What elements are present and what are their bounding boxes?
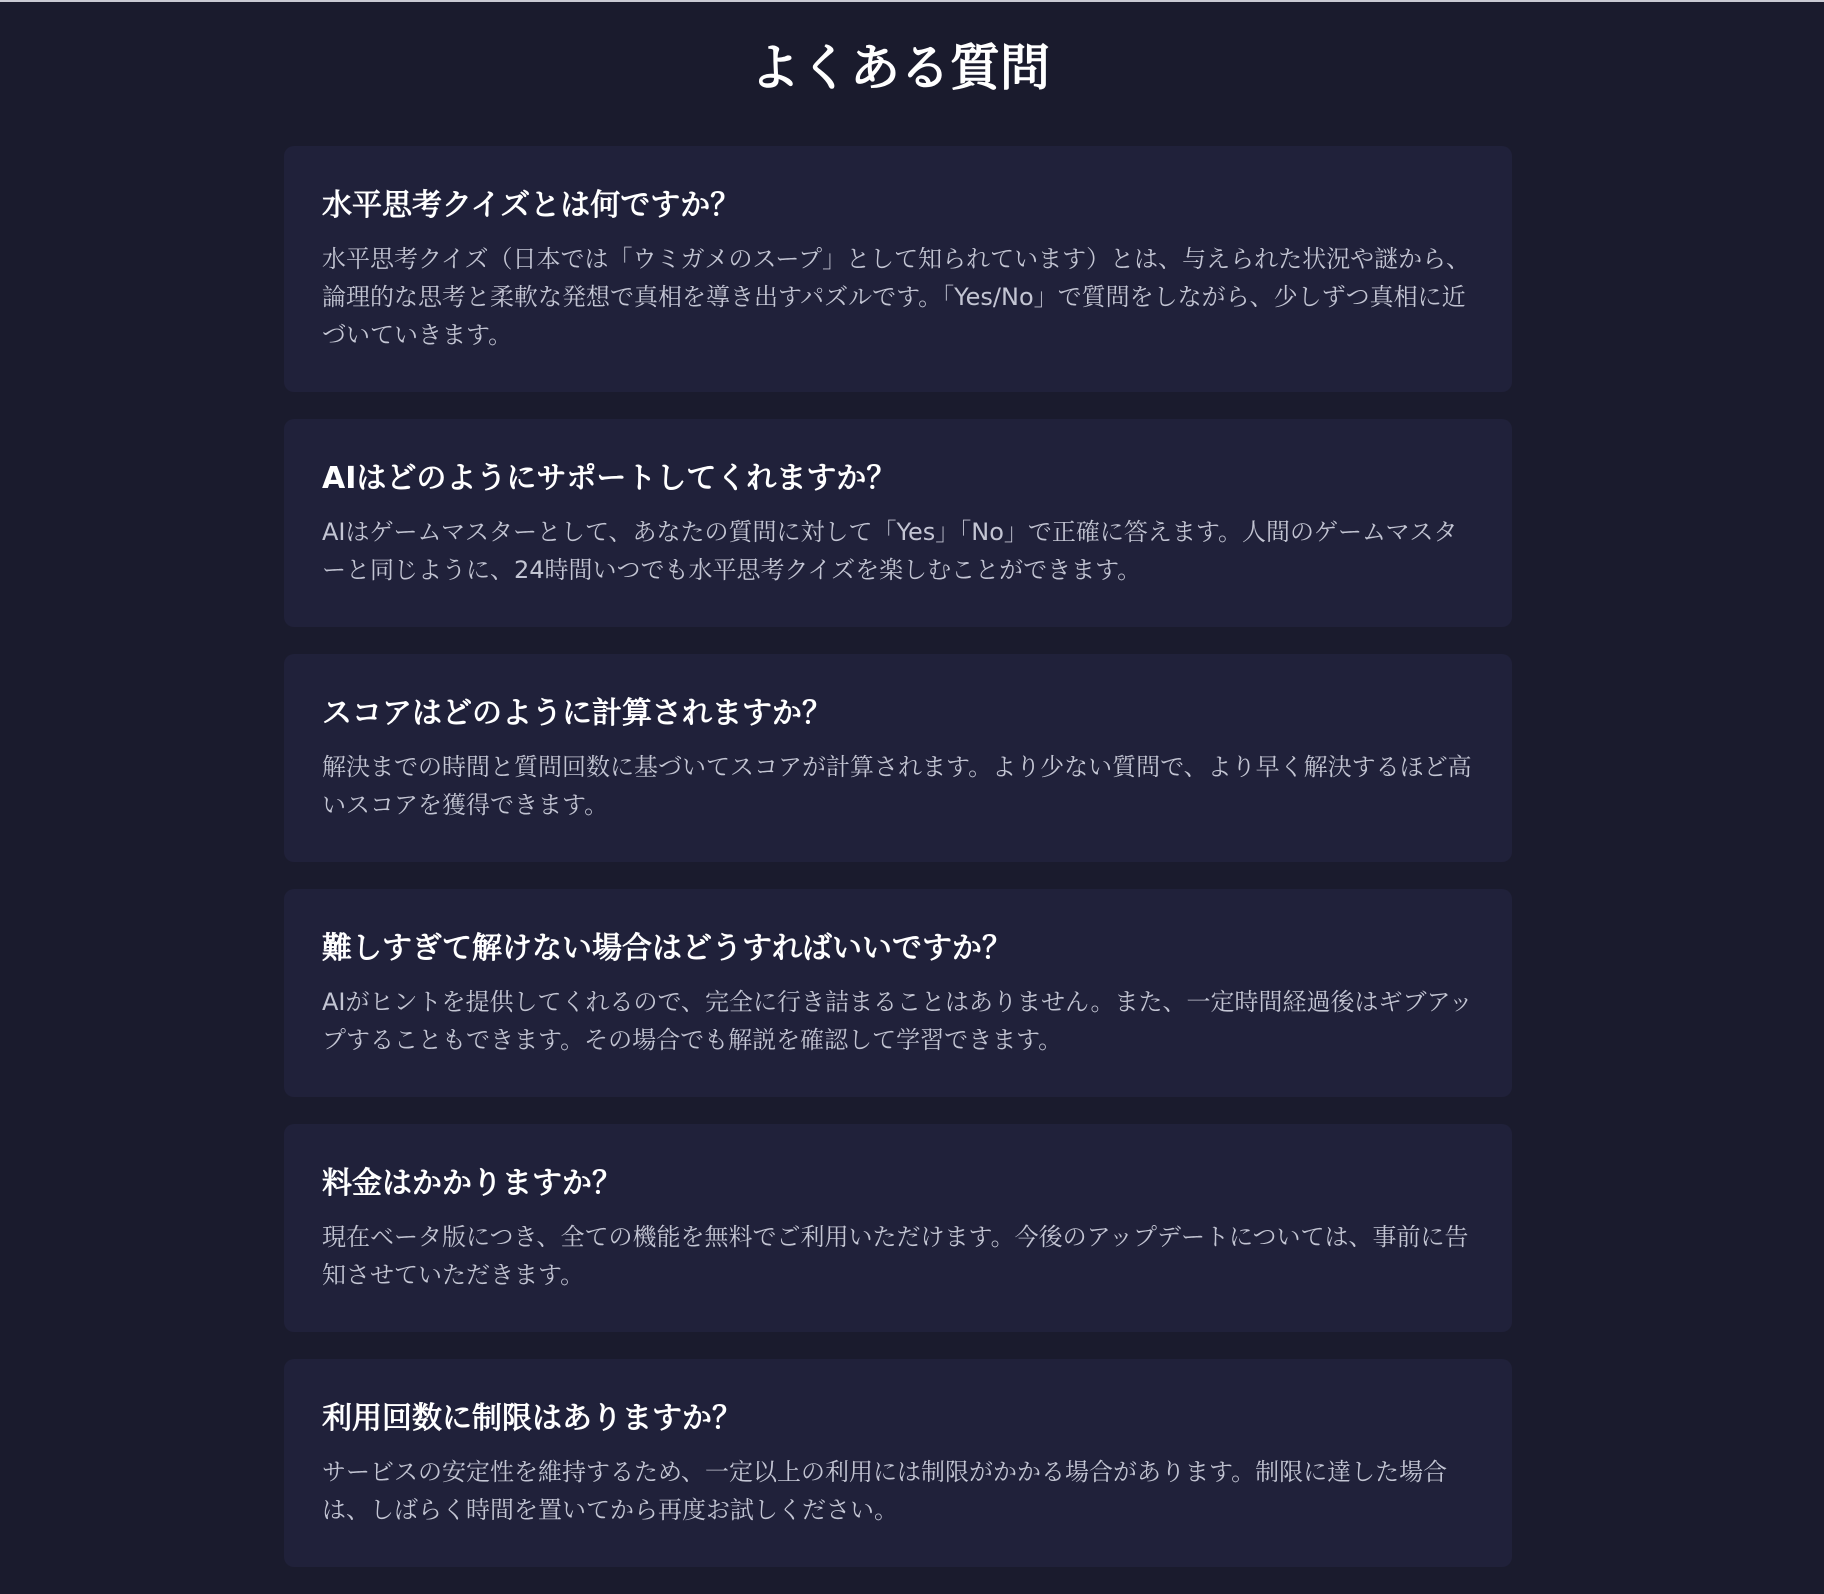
faq-item	[284, 654, 1512, 862]
faq-answer: 現在ベータ版につき、全ての機能を無料でご利用いただけます。今後のアップデートについては、事前に告知させていただきます。	[322, 1223, 1469, 1289]
faq-item	[284, 419, 1512, 627]
top-divider	[0, 0, 1824, 2]
faq-answer: AIがヒントを提供してくれるので、完全に行き詰まることはありません。また、一定時間経過後はギブアップすることもできます。その場合でも解説を確認して学習できます。	[322, 988, 1473, 1054]
faq-list	[284, 146, 1512, 1594]
faq-answer: サービスの安定性を維持するため、一定以上の利用には制限がかかる場合があります。制限に達した場合は、しばらく時間を置いてから再度お試しください。	[322, 1458, 1448, 1524]
faq-answer: 解決までの時間と質問回数に基づいてスコアが計算されます。より少ない質問で、より早く解決するほど高いスコアを獲得できます。	[322, 753, 1472, 819]
faq-question: 利用回数に制限はありますか？	[322, 1401, 742, 1436]
faq-question: 料金はかかりますか？	[322, 1166, 622, 1201]
faq-question: 水平思考クイズとは何ですか？	[322, 188, 741, 223]
faq-answer: 水平思考クイズ（日本では「ウミガメのスープ」として知られています）とは、与えられた状況や謎から、論理的な思考と柔軟な発想で真相を導き出すパズルです。「Yes/No」で質問をしながら、少しずつ真相に近づいていきます。	[322, 245, 1471, 349]
faq-answer: AIはゲームマスターとして、あなたの質問に対して「Yes」「No」で正確に答えます。人間のゲームマスターと同じように、24時間いつでも水平思考クイズを楽しむことができます。	[322, 518, 1458, 584]
page-title: よくある質問	[750, 39, 1050, 97]
faq-item	[284, 889, 1512, 1097]
faq-question: 難しすぎて解けない場合はどうすればいいですか？	[322, 931, 1012, 966]
faq-item	[284, 1124, 1512, 1332]
faq-item	[284, 146, 1512, 392]
faq-question: AIはどのようにサポートしてくれますか？	[322, 461, 897, 496]
faq-question: スコアはどのように計算されますか？	[322, 696, 832, 731]
faq-item	[284, 1359, 1512, 1567]
